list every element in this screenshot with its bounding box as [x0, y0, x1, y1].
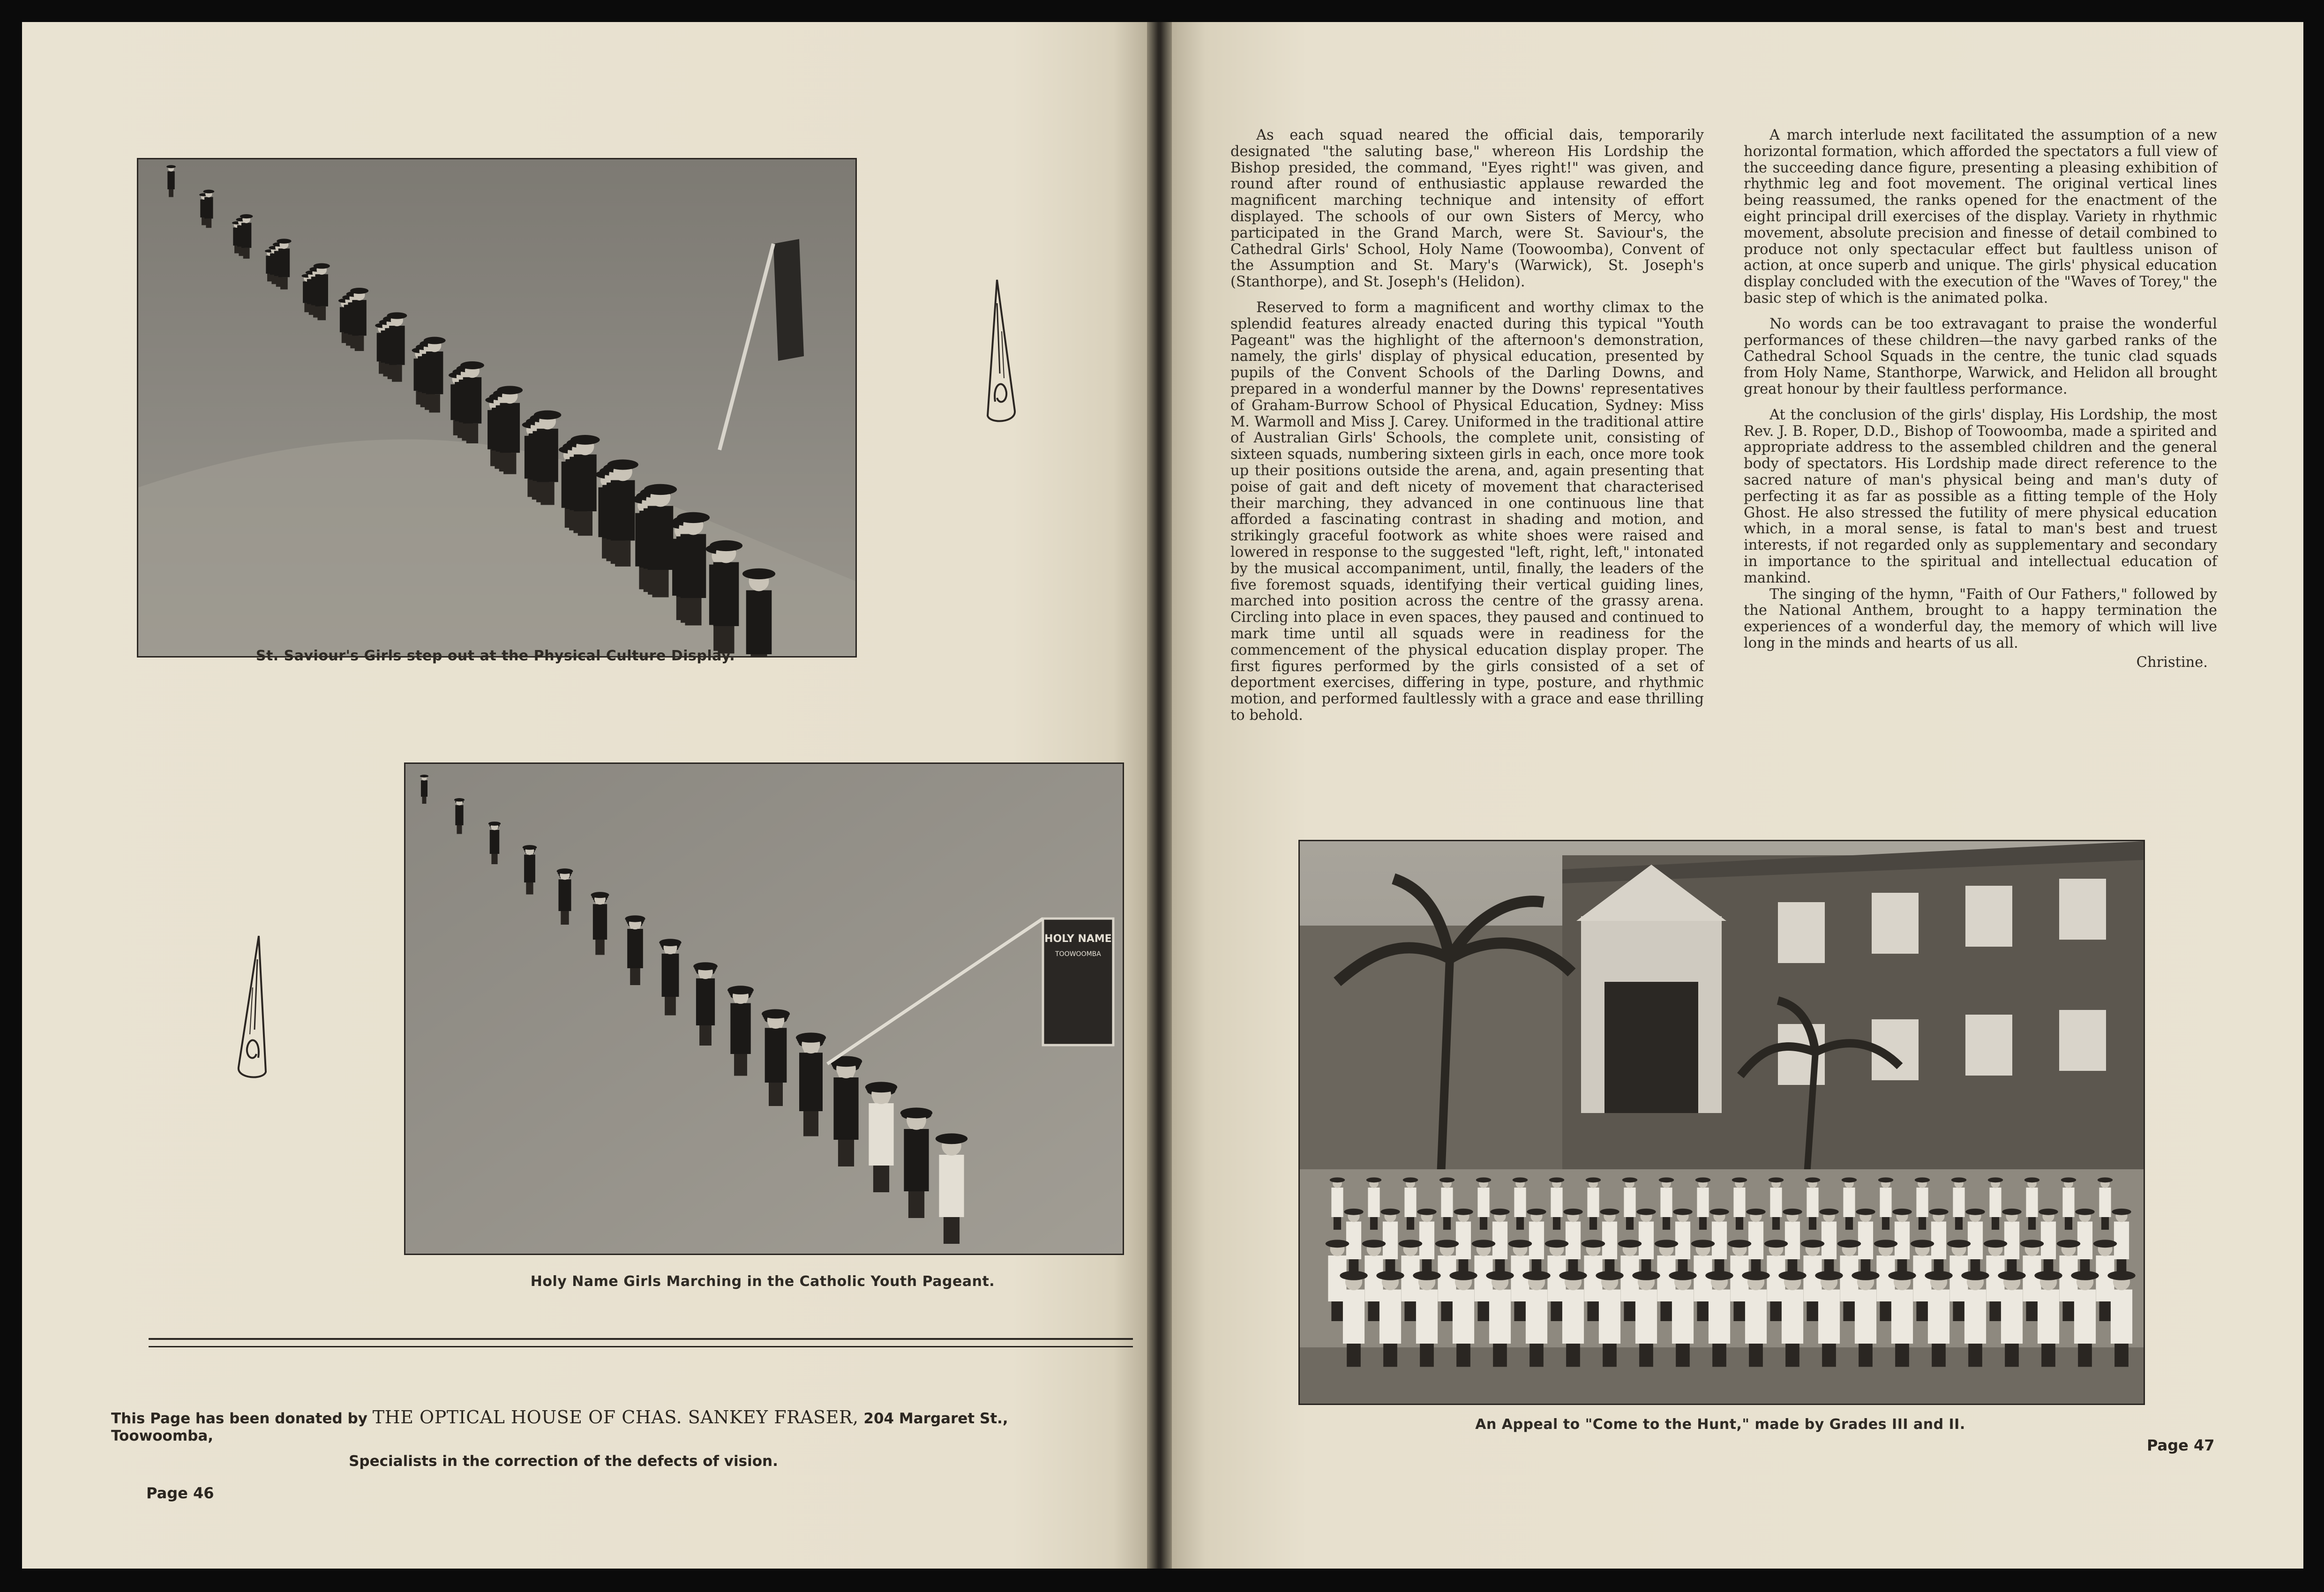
book-gutter: [1147, 22, 1172, 1569]
photo-come-to-the-hunt: [1298, 840, 2145, 1405]
col2-para-1: A march interlude next facilitated the assumption of a new horizontal formation, which afforded the spectators a full view of the succeeding dance figure, presenting a pleasing exhibition of rhythmic leg and foot movement. The original vertical lines being reassumed, the ranks opened for the enactment of the eight principal drill exercises of the display. Variety in rhythmic movement, absolute precision and finesse of detail combined to produce not only spectacular effect but faultless unison of action, at once superb and unique. The girls' physical education display concluded with the execution of the "Waves of Torey," the basic step of which is the animated polka.: [1744, 127, 2217, 306]
holy-name-marching-image: [405, 764, 1123, 1254]
page-number-left: Page 46: [146, 1484, 214, 1502]
signature: Christine.: [2136, 654, 2208, 671]
donation-note: [22, 1407, 1114, 1470]
donation-line-1: [22, 1407, 1114, 1444]
text-column-1: [1230, 127, 1704, 724]
donation-line-2: Specialists in the correction of the defects of vision.: [349, 1453, 778, 1470]
right-page: [1172, 22, 2303, 1569]
photo-st-saviours-girls: [137, 158, 857, 658]
teardrop-ornament-1: [978, 275, 1020, 425]
photo-holy-name-girls: [404, 762, 1124, 1255]
text-column-2: [1744, 127, 2217, 671]
col2-para-4: The singing of the hymn, "Faith of Our Fathers," followed by the National Anthem, brought to a happy termination the experiences of a wonderful day, the memory of which will live long in the minds and hearts of us all.: [1744, 586, 2217, 651]
col1-para-1: As each squad neared the official dais, temporarily designated "the saluting base," whereon His Lordship the Bishop presided, the command, "Eyes right!" was given, and round after round of enthusiastic applause rewarded the magnificent marching technique and intensity of effort displayed. The schools of our own Sisters of Mercy, who participated in the Grand March, were St. Saviour's, the Cathedral Girls' School, Holy Name (Toowoomba), Convent of the Assumption and St. Mary's (Warwick), St. Joseph's (Stanthorpe), and St. Joseph's (Helidon).: [1230, 127, 1704, 291]
page-number-right: Page 47: [2147, 1436, 2215, 1454]
banner-subtitle: TOOWOOMBA: [1055, 950, 1101, 958]
marching-girls-image: [138, 159, 855, 656]
banner-title: HOLY NAME: [1044, 933, 1112, 945]
col2-para-3: At the conclusion of the girls' display, His Lordship, the most Rev. J. B. Roper, D.D., Bishop of Toowoomba, made a spirited and appropriate address to the assembled children and the general body of spectators. His Lordship made direct reference to the sacred nature of man's physical being and man's duty of perfecting it as far as possible as a fitting temple of the Holy Ghost. He also stressed the futility of mere physical education which, in a moral sense, is fatal to man's best and truest interests, if not regarded only as supplementary and secondary in importance to the spiritual and intellectual education of mankind.: [1744, 406, 2217, 586]
photo1-caption: St. Saviour's Girls step out at the Physical Culture Display.: [255, 648, 735, 664]
donation-address: 204 Margaret St., Toowoomba,: [111, 1410, 1008, 1444]
double-rule-top: [149, 1338, 1133, 1340]
double-rule-bottom: [149, 1346, 1133, 1347]
teardrop-ornament-2: [233, 931, 275, 1081]
donation-sponsor: THE OPTICAL HOUSE OF CHAS. SANKEY FRASER,: [372, 1407, 859, 1428]
photo3-caption: An Appeal to "Come to the Hunt," made by Grades III and II.: [1475, 1416, 1965, 1433]
col1-para-2: Reserved to form a magnificent and worthy climax to the splendid features already enacted during this typical "Youth Pageant" was the highlight of the afternoon's demonstration, namely, the girls' display of physical education, presented by pupils of the Convent Schools of the Darling Downs, and prepared in a wonderful manner by the Downs' representatives of Graham-Burrow School of Physical Education, Sydney: Miss M. Warmoll and Miss J. Carey. Uniformed in the traditional attire of Australian Girls' Schools, the complete unit, consisting of sixteen squads, numbering sixteen girls in each, once more took up their positions outside the arena, and, again presenting that poise of gait and deft nicety of movement that characterised their marching, they advanced in one continuous line that afforded a fascinating contrast in shading and motion, and strikingly graceful footwork as white shoes were raised and lowered in response to the suggested "left, right, left," intonated by the musical accompaniment, until, finally, the leaders of the five foremost squads, identifying their vertical guiding lines, marched into position across the centre of the grassy arena. Circling into place in even spaces, they paused and continued to mark time until all squads were in readiness for the commencement of the physical education display proper. The first figures performed by the girls consisted of a set of deportment exercises, differing in type, posture, and rhythmic motion, and performed faultlessly with a grace and ease thrilling to behold.: [1230, 299, 1704, 724]
school-building-image: [1300, 841, 2144, 1404]
donation-prefix: This Page has been donated by: [111, 1410, 367, 1427]
col2-para-2: No words can be too extravagant to praise the wonderful performances of these children—the navy garbed ranks of the Cathedral School Squads in the centre, the tunic clad squads from Holy Name, Stanthorpe, Warwick, and Helidon all brought great honour by their faultless performance.: [1744, 315, 2217, 397]
left-page: [22, 22, 1147, 1569]
photo2-caption: Holy Name Girls Marching in the Catholic Youth Pageant.: [530, 1273, 995, 1290]
